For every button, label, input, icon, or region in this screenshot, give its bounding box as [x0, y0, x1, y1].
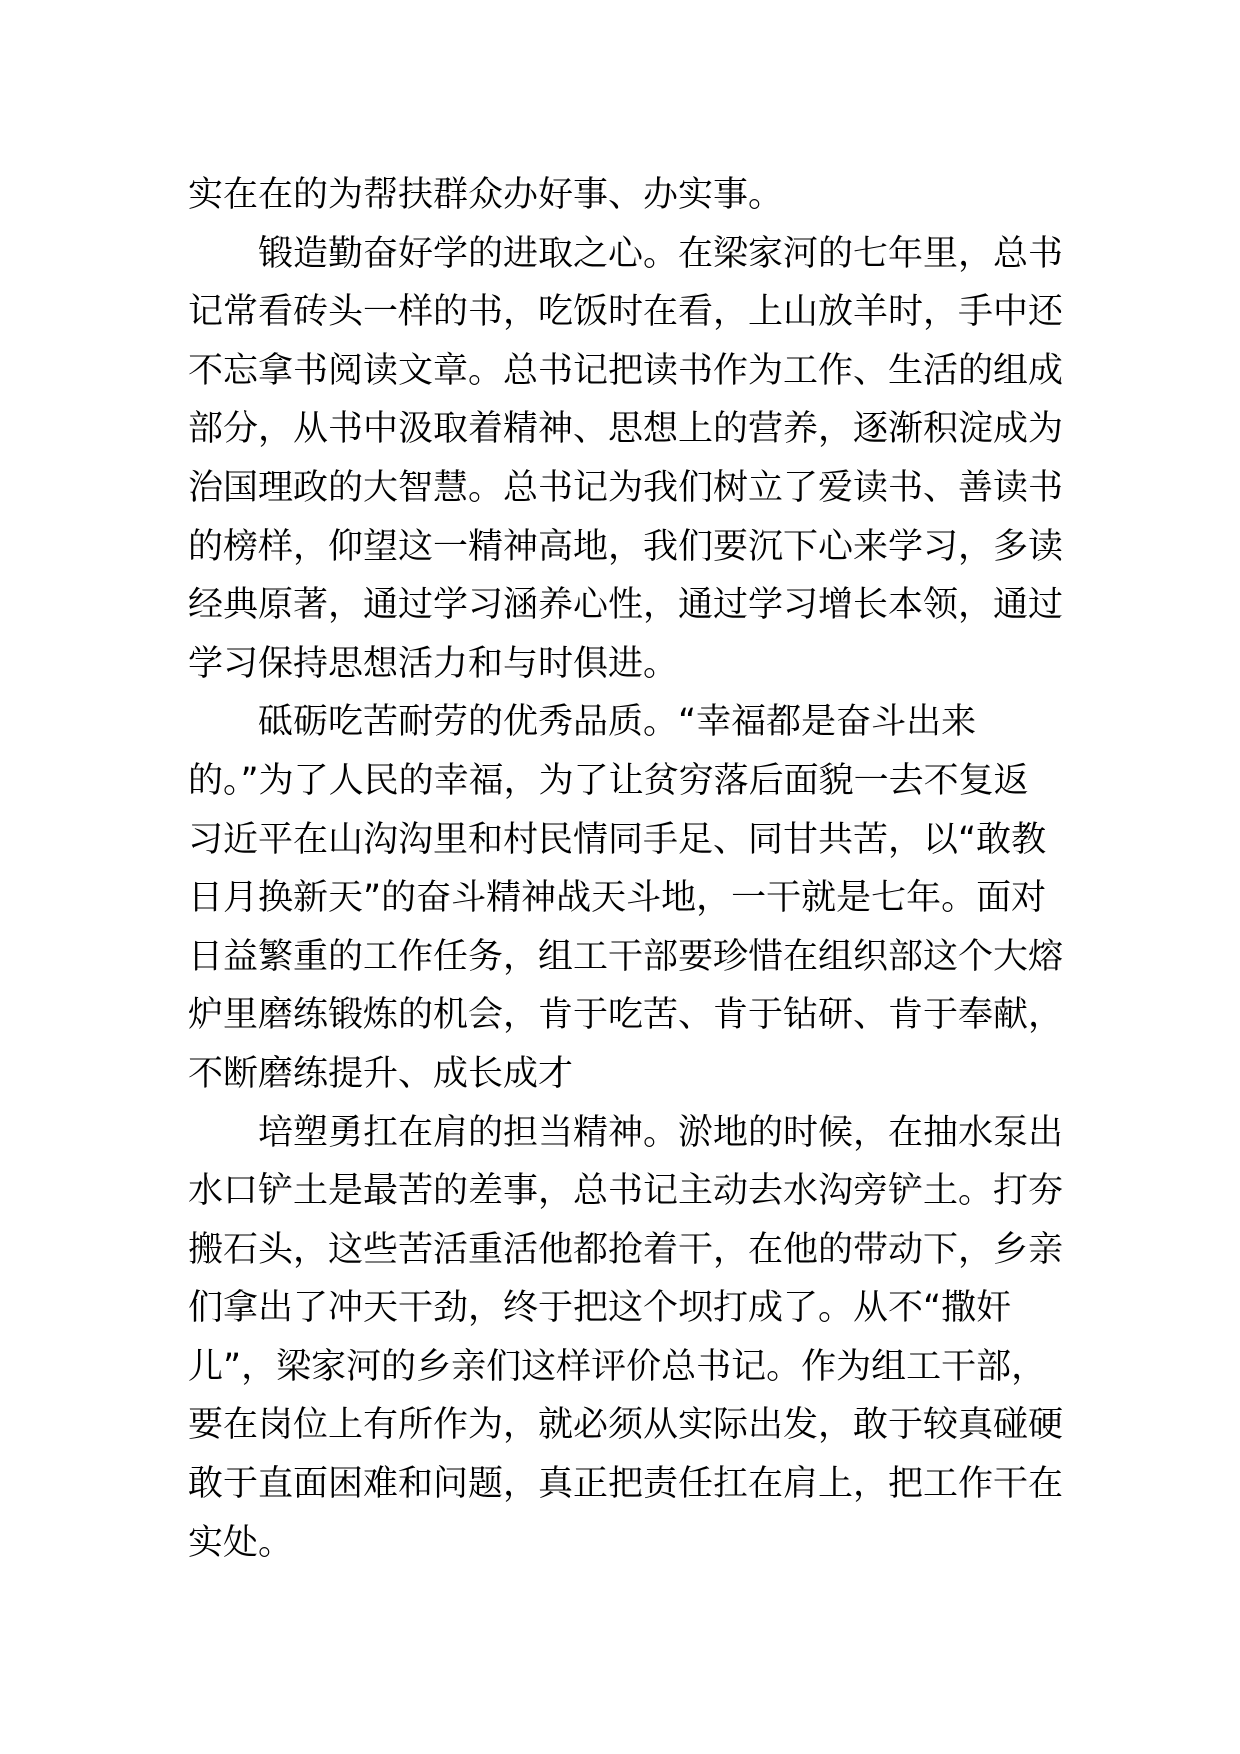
text-line: 不断磨练提升、成长成才 [188, 1053, 574, 1094]
text-line: 不忘拿书阅读文章。总书记把读书作为工作、生活的组成 [188, 350, 1064, 391]
text-line: 的榜样，仰望这一精神高地，我们要沉下心来学习，多读 [188, 526, 1064, 567]
text-line: 部分，从书中汲取着精神、思想上的营养，逐渐积淀成为 [188, 409, 1064, 450]
text-line: 日益繁重的工作任务，组工干部要珍惜在组织部这个大熔 [188, 936, 1064, 977]
text-line: 搬石头，这些苦活重活他都抢着干，在他的带动下，乡亲 [188, 1229, 1064, 1270]
text-line: 水口铲土是最苦的差事，总书记主动去水沟旁铲土。打夯 [188, 1171, 1064, 1212]
text-line: 日月换新天”的奋斗精神战天斗地，一干就是七年。面对 [188, 878, 1047, 919]
text-line: 培塑勇扛在肩的担当精神。淤地的时候，在抽水泵出 [258, 1112, 1064, 1153]
text-line: 经典原著，通过学习涵养心性，通过学习增长本领，通过 [188, 585, 1064, 626]
text-line: 实处。 [188, 1522, 294, 1563]
paragraph-2 [188, 225, 1068, 694]
text-line: 要在岗位上有所作为，就必须从实际出发，敢于较真碰硬 [188, 1405, 1064, 1446]
text-line: 炉里磨练锻炼的机会，肯于吃苦、肯于钻研、肯于奉献， [188, 995, 1064, 1036]
body-text [188, 166, 1068, 1572]
text-line: 治国理政的大智慧。总书记为我们树立了爱读书、善读书 [188, 467, 1064, 508]
text-line: 砥砺吃苦耐劳的优秀品质。“幸福都是奋斗出来 [258, 702, 977, 743]
paragraph-4 [188, 1104, 1068, 1573]
text-line: 敢于直面困难和问题，真正把责任扛在肩上，把工作干在 [188, 1464, 1064, 1505]
text-line: 儿”，梁家河的乡亲们这样评价总书记。作为组工干部， [188, 1346, 1047, 1387]
text-line: 锻造勤奋好学的进取之心。在梁家河的七年里，总书 [258, 233, 1064, 274]
text-line: 习近平在山沟沟里和村民情同手足、同甘共苦，以“敢教 [188, 819, 1047, 860]
paragraph-1 [188, 166, 1068, 225]
text-line: 学习保持思想活力和与时俱进。 [188, 643, 679, 684]
paragraph-3 [188, 693, 1068, 1103]
text-line: 的。”为了人民的幸福，为了让贫穷落后面貌一去不复返 [188, 760, 1029, 801]
text-line: 实在在的为帮扶群众办好事、办实事。 [188, 175, 784, 215]
text-line: 们拿出了冲天干劲，终于把这个坝打成了。从不“撒奸 [188, 1288, 1012, 1329]
text-line: 记常看砖头一样的书，吃饭时在看，上山放羊时，手中还 [188, 292, 1064, 333]
